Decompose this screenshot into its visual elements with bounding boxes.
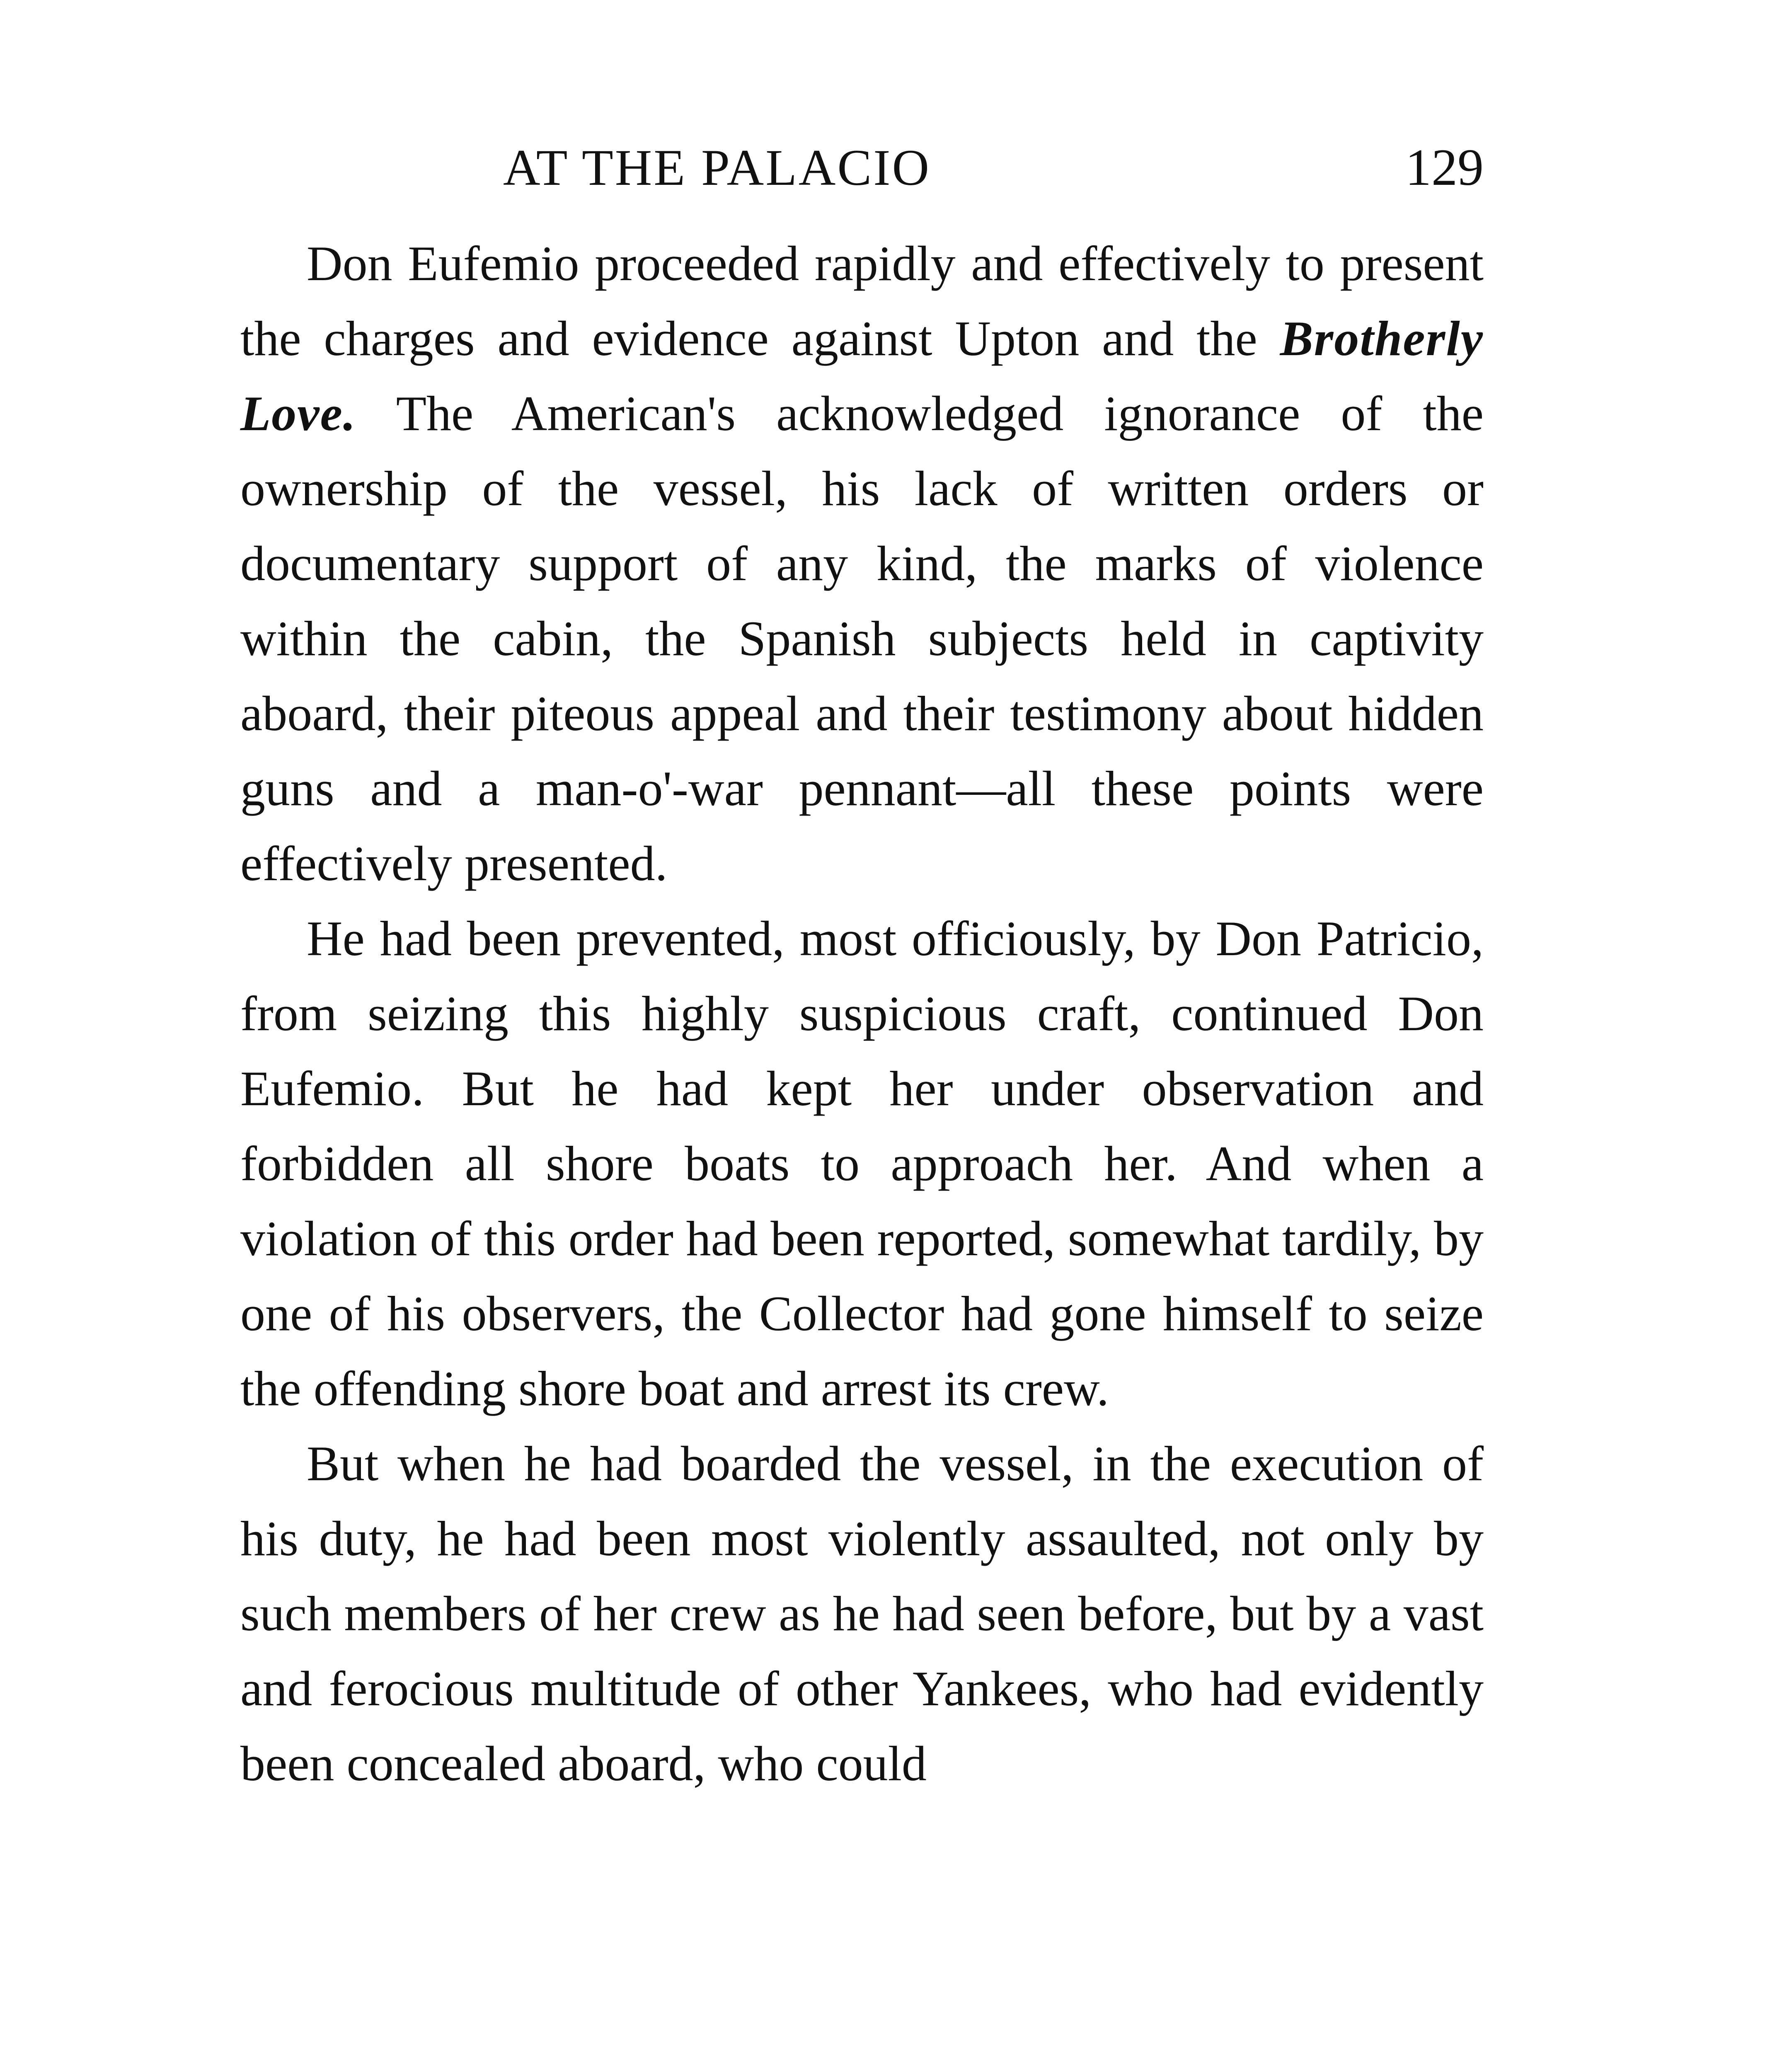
vessel-name: Brotherly Love. [240,311,1484,441]
paragraph-1-text-before: Don Eufemio proceeded rapidly and effectively to present the charges and evidence against Upton and the [240,236,1484,366]
paragraph-1-text-after: The American's acknowledged ignorance of the ownership of the vessel, his lack of written orders or documentary support of any kind, the marks of violence within the cabin, the Spanish subjects held in captivity aboard, their piteous appeal and their testimony about hidden guns and a man-o'-war pennant—all these points were effectively presented. [240,386,1484,891]
paragraph-1 [240,226,1484,901]
text-body [240,226,1484,1801]
running-head [240,128,1484,207]
paragraph-3: But when he had boarded the vessel, in the execution of his duty, he had been most violently assaulted, not only by such members of her crew as he had seen before, but by a vast and ferocious multitude of other Yankees, who had evidently been concealed aboard, who could [240,1436,1484,1791]
paragraph-2: He had been prevented, most officiously, by Don Patricio, from seizing this highly suspicious craft, continued Don Eufemio. But he had kept her under observation and forbidden all shore boats to approach her. And when a violation of this order had been reported, somewhat tardily, by one of his observers, the Collector had gone himself to seize the offending shore boat and arrest its crew. [240,911,1484,1416]
running-title: AT THE PALACIO [503,139,931,196]
page-number: 129 [1405,139,1484,196]
